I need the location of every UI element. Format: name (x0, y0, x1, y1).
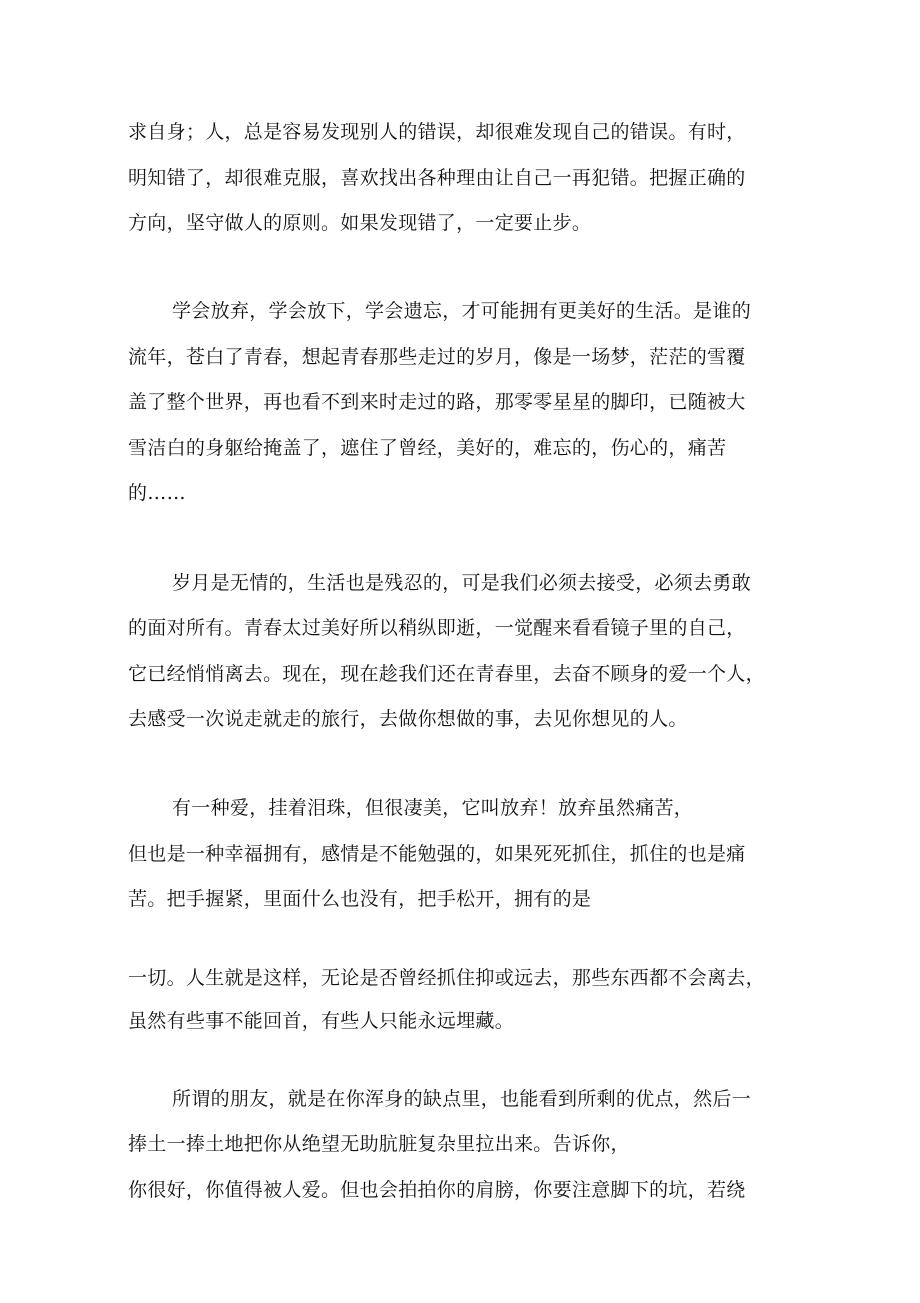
text-line: 的…… (128, 482, 186, 504)
text-line: 一切。人生就是这样，无论是否曾经抓住抑或远去，那些东西都不会离去， (128, 967, 765, 989)
paragraph-first-line: 所谓的朋友，就是在你浑身的缺点里，也能看到所剩的优点，然后一 (172, 1088, 752, 1110)
text-line: 虽然有些事不能回首，有些人只能永远埋藏。 (128, 1010, 515, 1032)
text-line: 流年，苍白了青春，想起青春那些走过的岁月，像是一场梦，茫茫的雪覆 (128, 346, 746, 368)
paragraph-first-line: 有一种爱，挂着泪珠，但很凄美，它叫放弃！放弃虽然痛苦， (172, 797, 694, 819)
text-line: 苦。把手握紧，里面什么也没有，把手松开，拥有的是 (128, 888, 592, 910)
text-line: 捧土一捧土地把你从绝望无助肮脏复杂里拉出来。告诉你， (128, 1133, 630, 1155)
text-line: 的面对所有。青春太过美好所以稍纵即逝，一觉醒来看看镜子里的自己， (128, 617, 746, 639)
text-line: 盖了整个世界，再也看不到来时走过的路，那零零星星的脚印，已随被大 (128, 391, 746, 413)
text-line: 但也是一种幸福拥有，感情是不能勉强的，如果死死抓住，抓住的也是痛 (128, 843, 746, 865)
paragraph-first-line: 学会放弃，学会放下，学会遗忘，才可能拥有更美好的生活。是谁的 (172, 300, 752, 322)
text-line: 它已经悄悄离去。现在，现在趁我们还在青春里，去奋不顾身的爱一个人， (128, 663, 765, 685)
text-line: 方向，坚守做人的原则。如果发现错了，一定要止步。 (128, 212, 592, 234)
text-line: 雪洁白的身躯给掩盖了，遮住了曾经，美好的，难忘的，伤心的，痛苦 (128, 437, 727, 459)
text-line: 明知错了，却很难克服，喜欢找出各种理由让自己一再犯错。把握正确的 (128, 167, 746, 189)
text-line: 求自身；人，总是容易发现别人的错误，却很难发现自己的错误。有时， (128, 121, 746, 143)
paragraph-first-line: 岁月是无情的，生活也是残忍的，可是我们必须去接受，必须去勇敢 (172, 572, 752, 594)
text-line: 你很好，你值得被人爱。但也会拍拍你的肩膀，你要注意脚下的坑，若绕 (128, 1179, 746, 1201)
text-line: 去感受一次说走就走的旅行，去做你想做的事，去见你想见的人。 (128, 708, 688, 730)
